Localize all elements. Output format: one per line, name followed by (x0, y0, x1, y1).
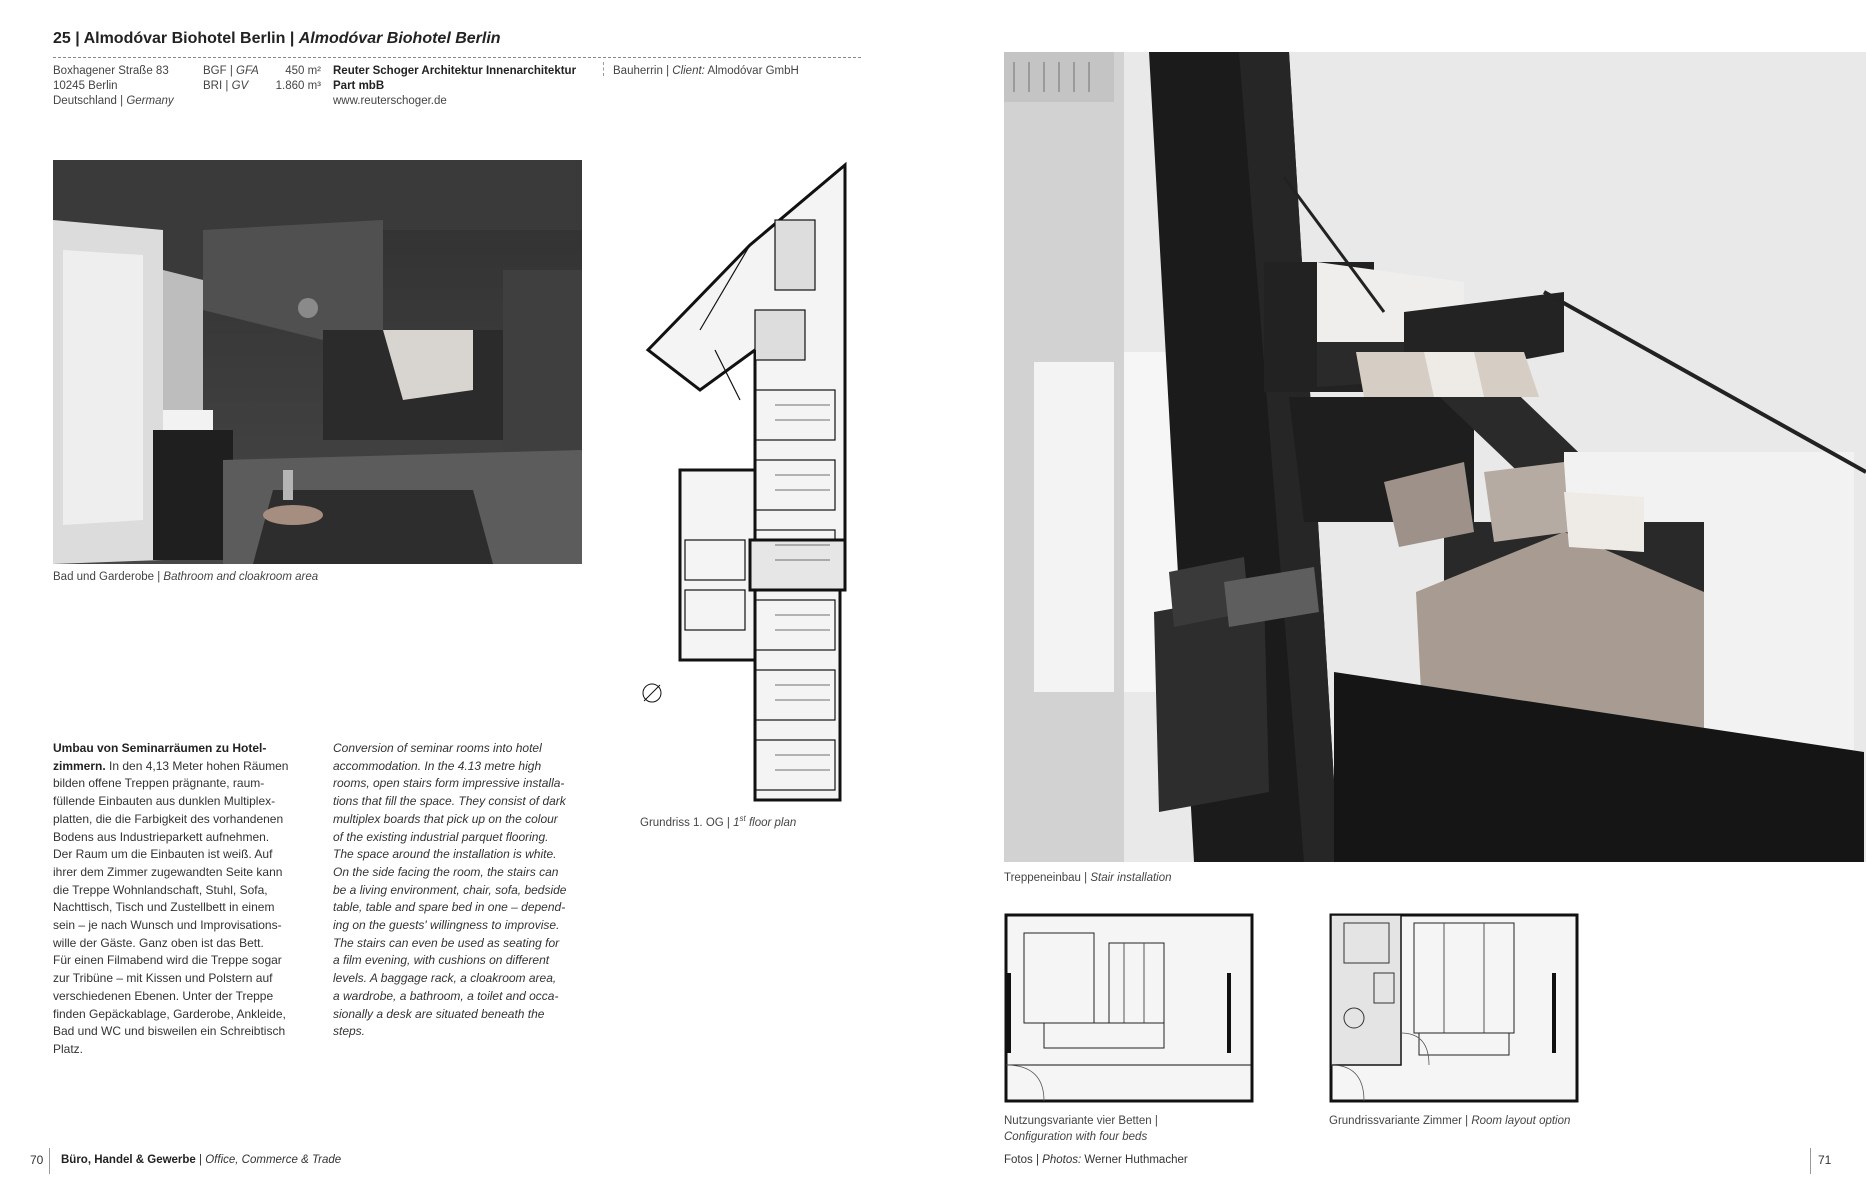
plan-four-beds (1004, 913, 1254, 1103)
meta-divider (603, 62, 604, 76)
footer-divider (49, 1148, 50, 1174)
caption-room-layout: Grundrissvariante Zimmer | Room layout option (1329, 1115, 1571, 1127)
page-number-right: 71 (1818, 1153, 1832, 1167)
bri-value: 1.860 m³ (275, 80, 321, 92)
architect-block (333, 64, 603, 109)
caption-stair: Treppeneinbau | Stair installation (1004, 872, 1172, 884)
body-text-en: Conversion of seminar rooms into hotel accommodation. In the 4.13 metre high rooms, open stairs form impressive installa- tions that fill the space. They consist of dark multiplex boards that pick up on the colour of the existing industrial parquet flooring. The space around the installation is white. On the side facing the room, the stairs can be a living environment, chair, sofa, bedside table, table and spare bed in one – depend- ing on the guests' willingness to improvise. The stairs can even be used as seating for a film evening, with cushions on different levels. A baggage rack, a cloakroom area, a wardrobe, a bathroom, a toilet and occa- sionally a desk are situated beneath the steps. (333, 741, 567, 1039)
address-country: Deutschland | Germany (53, 95, 174, 107)
title-de: Almodóvar Biohotel Berlin (83, 30, 286, 47)
title-en: Almodóvar Biohotel Berlin (298, 30, 501, 47)
client-label-en: Client: (672, 65, 705, 77)
area-block (203, 64, 321, 94)
plan-room-layout (1329, 913, 1579, 1103)
photo-credit: Fotos | Photos: Werner Huthmacher (1004, 1154, 1188, 1166)
address-street: Boxhagener Straße 83 (53, 65, 169, 77)
address-city: 10245 Berlin (53, 80, 118, 92)
client-name: Almodóvar GmbH (707, 65, 799, 77)
stair-photo (1004, 52, 1866, 862)
client-block: Bauherrin | Client: Almodóvar GmbH (613, 65, 799, 77)
body-text-de: Umbau von Seminarräumen zu Hotel- zimmern. In den 4,13 Meter hohen Räumen bilden offene Treppen prägnante, raum- füllende Einbauten aus dunklen Multiplex- platten, die die Farbigkeit des vorhandenen Bodens aus Industrieparkett aufnehmen. Der Raum um die Einbauten ist weiß. Auf ihrer dem Zimmer zugewandten Seite kann die Treppe Wohnlandschaft, Stuhl, Sofa, Nachttisch, Tisch und Zustellbett in einem sein – je nach Wunsch und Improvisations- wille der Gäste. Ganz oben ist das Bett. Für einen Filmabend wird die Treppe sogar zur Tribüne – mit Kissen und Polstern auf verschiedenen Ebenen. Unter der Treppe finden Gepäckablage, Garderobe, Ankleide, Bad und WC und bisweilen ein Schreibtisch Platz. (53, 741, 289, 1056)
caption-four-beds: Nutzungsvariante vier Betten | Configuration with four beds (1004, 1115, 1158, 1143)
architect-form: Part mbB (333, 80, 385, 92)
bri-label: BRI | GV (203, 80, 249, 92)
project-number: 25 (53, 30, 71, 47)
client-label-de: Bauherrin (613, 65, 663, 77)
address-block (53, 64, 203, 109)
bathroom-photo (53, 160, 582, 564)
page-title: 25 | Almodóvar Biohotel Berlin | Almodóvar Biohotel Berlin (53, 30, 501, 47)
caption-floor-plan: Grundriss 1. OG | 1st floor plan (640, 814, 797, 829)
page-number-left: 70 (30, 1153, 44, 1167)
footer-divider-right (1810, 1148, 1811, 1174)
architect-name: Reuter Schoger Architektur Innenarchitektur (333, 65, 577, 77)
bgf-value: 450 m² (285, 65, 321, 77)
section-title: Büro, Handel & Gewerbe | Office, Commerce & Trade (61, 1154, 342, 1166)
title-rule (53, 57, 861, 58)
architect-website[interactable]: www.reuterschoger.de (333, 95, 447, 107)
floor-plan (640, 160, 850, 810)
bgf-label: BGF | GFA (203, 65, 259, 77)
caption-bathroom: Bad und Garderobe | Bathroom and cloakroom area (53, 571, 319, 583)
